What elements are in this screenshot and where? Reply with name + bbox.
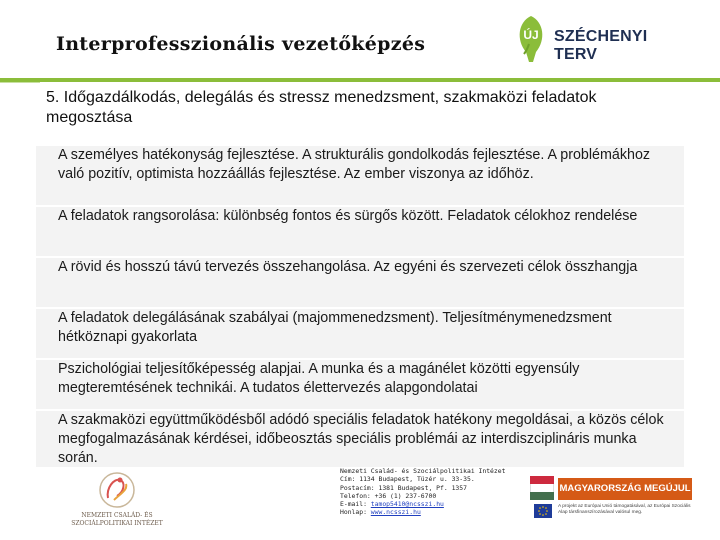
list-item: A rövid és hosszú távú tervezés összehangolása. Az egyéni és szervezeti célok összhangja <box>36 258 684 309</box>
contact-email-row <box>340 500 520 508</box>
contact-address: Cím: 1134 Budapest, Tüzér u. 33-35. <box>340 475 475 484</box>
leaf-logo-text: ÚJ <box>523 28 539 42</box>
list-item: Pszichológiai teljesítőképesség alapjai. A munka és a magánélet közötti egyensúly megteremtésének technikái. A tudatos élettervezés alapgondolatai <box>36 360 684 411</box>
section-title: 5. Időgazdálkodás, delegálás és stressz menedzsment, szakmaközi feladatok megosztása <box>46 89 597 126</box>
email-link[interactable]: tamop5410@ncsszi.hu <box>370 500 444 509</box>
web-label: Honlap: <box>340 508 371 517</box>
family-emblem-icon <box>62 468 172 512</box>
banner-hungary-renews: MAGYARORSZÁG MEGÚJUL <box>558 478 692 500</box>
header-divider <box>0 78 720 82</box>
topic-list <box>36 146 684 469</box>
eu-funding-block <box>528 472 694 524</box>
email-label: E-mail: <box>340 500 371 509</box>
eu-flag-icon <box>534 504 552 518</box>
page-title: Interprofesszionális vezetőképzés <box>56 33 426 55</box>
contact-web-row <box>340 508 520 516</box>
eu-funding-note: A projekt az Európai Unió támogatásával, az Európai Szociális Alap társfinanszírozásával valósul meg. <box>558 504 691 515</box>
brand-name: SZÉCHENYI TERV <box>554 28 648 63</box>
contact-org: Nemzeti Család- és Szociálpolitikai Intézet <box>340 467 506 475</box>
list-item: A szakmaközi együttműködésből adódó speciális feladatok hatékony megoldásai, a közös célok megfogalmazásának kérdései, időbeosztás speciális problémái az interdiszciplináris munka során. <box>36 411 684 469</box>
institute-caption: NEMZETI CSALÁD- ÉS SZOCIÁLPOLITIKAI INTÉZET <box>71 512 163 527</box>
list-item: A feladatok rangsorolása: különbség fontos és sürgős között. Feladatok célokhoz rendelése <box>36 207 684 258</box>
institute-logo <box>62 468 172 528</box>
contact-phone: Telefon: +36 (1) 237-6700 <box>340 491 437 500</box>
header-divider-shadow <box>0 82 40 83</box>
hungarian-flag-icon <box>530 476 554 500</box>
szechenyi-terv-logo <box>514 14 694 64</box>
contact-block <box>340 467 520 517</box>
contact-postal: Postacím: 1381 Budapest, Pf. 1357 <box>340 483 467 492</box>
list-item: A feladatok delegálásának szabályai (majommenedzsment). Teljesítménymenedzsment hétköznapi gyakorlata <box>36 309 684 360</box>
web-link[interactable]: www.ncsszi.hu <box>370 508 421 517</box>
list-item: A személyes hatékonyság fejlesztése. A strukturális gondolkodás fejlesztése. A problémákhoz való pozitív, optimista hozzáállás fejlesztése. Az ember viszonya az időhöz. <box>36 146 684 207</box>
